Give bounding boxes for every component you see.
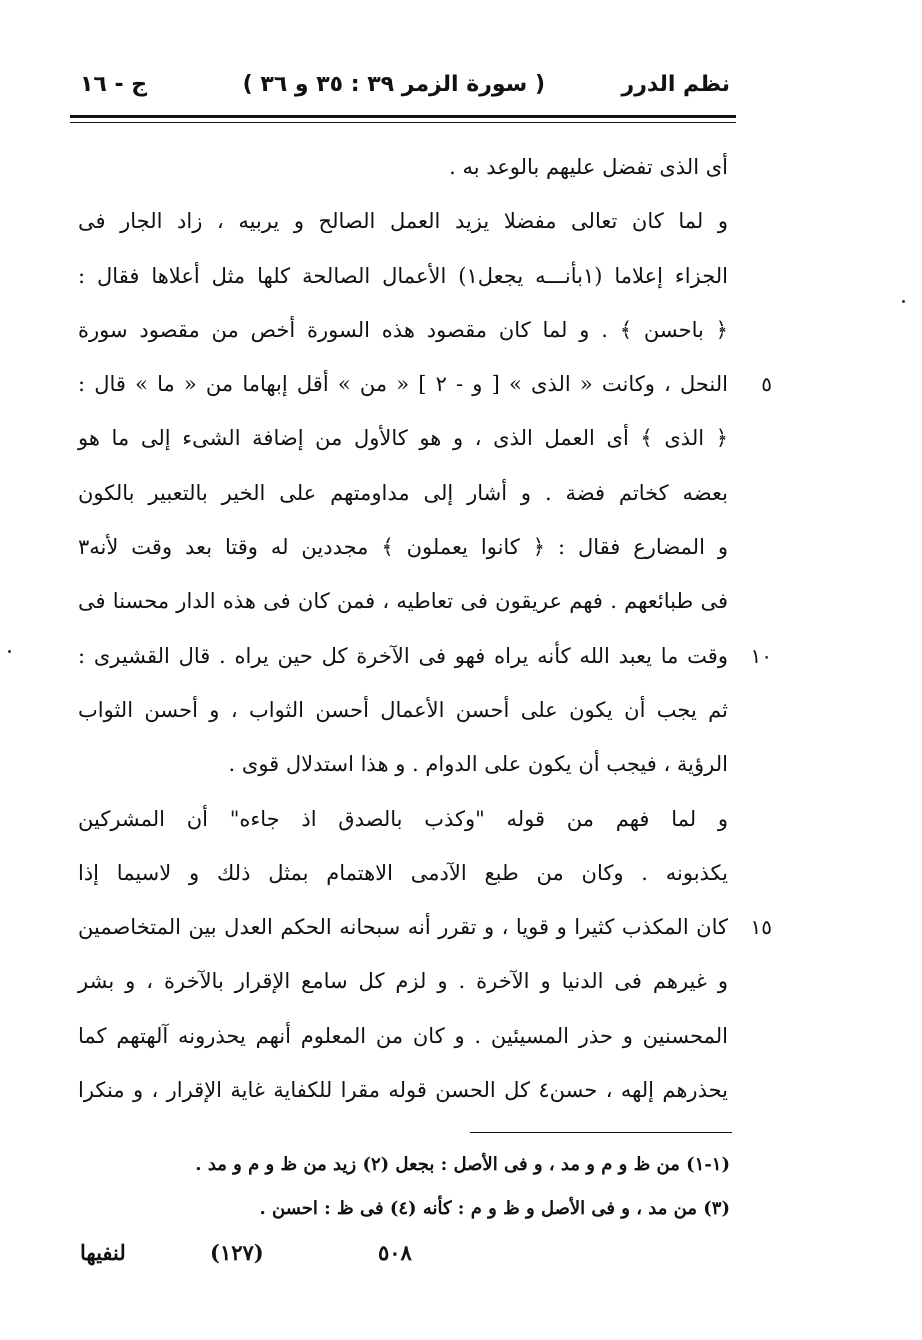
- text-line: [78, 900, 772, 954]
- text-line: [78, 249, 728, 303]
- header-rule-thick: [70, 115, 736, 118]
- page-footer: [80, 1240, 680, 1276]
- line-text: وقت ما يعبد الله كأنه يراه فهو فى الآخرة كل حين يراه . قال القشيرى :: [78, 643, 728, 668]
- text-line: [78, 303, 728, 357]
- running-header: [80, 68, 730, 108]
- text-line: [78, 683, 728, 737]
- book-title: نظم الدرر: [621, 72, 730, 97]
- sheet-number: (١٢٧): [210, 1240, 264, 1265]
- text-line: [78, 954, 728, 1008]
- text-line: [78, 629, 772, 683]
- line-text: كان المكذب كثيرا و قويا ، و تقرر أنه سبحانه الحكم العدل بين المتخاصمين: [78, 915, 728, 940]
- main-text: [78, 140, 772, 1117]
- footnotes: [72, 1143, 730, 1231]
- text-line: [78, 194, 728, 248]
- line-number: ١٥: [750, 915, 772, 940]
- line-number: ١٠: [750, 643, 772, 668]
- text-line: [78, 737, 728, 791]
- text-line: [78, 140, 728, 194]
- text-line: [78, 792, 728, 846]
- footnote-line: (١-١) من ظ و م و مد ، و فى الأصل : بجعل (٢) زيد من ظ و م و مد .: [195, 1154, 730, 1175]
- line-text: و المضارع فقال : ﴿ كانوا يعملون ﴾ مجددين له وقتا بعد وقت لأنه٣: [78, 535, 728, 560]
- text-line: [78, 1063, 728, 1117]
- header-rule-thin: [70, 122, 736, 123]
- line-text: ﴿ الذى ﴾ أى العمل الذى ، و هو كالأول من إضافة الشىء إلى ما هو: [78, 426, 728, 451]
- line-text: الرؤية ، فيجب أن يكون على الدوام . و هذا استدلال قوى .: [228, 752, 728, 777]
- line-text: و لما فهم من قوله "وكذب بالصدق اذ جاءه" أن المشركين: [78, 806, 728, 831]
- surah-reference: ( سورة الزمر ٣٩ : ٣٥ و ٣٦ ): [242, 72, 545, 97]
- line-text: النحل ، وكانت « الذى » [ و - ٢ ] « من » أقل إبهاما من « ما » قال :: [78, 372, 728, 397]
- text-line: [78, 1009, 728, 1063]
- part-number: ج - ١٦: [80, 72, 148, 97]
- line-number: ٥: [761, 372, 772, 397]
- line-text: الجزاء إعلاما (١بأنـــه يجعل١) الأعمال الصالحة كلها مثل أعلاها فقال :: [78, 263, 728, 288]
- page-number: ٥٠٨: [378, 1240, 412, 1265]
- line-text: أى الذى تفضل عليهم بالوعد به .: [449, 155, 728, 179]
- footnote-line: (٣) من مد ، و فى الأصل و ظ و م : كأنه (٤) فى ظ : احسن .: [259, 1198, 730, 1219]
- line-text: ﴿ باحسن ﴾ . و لما كان مقصود هذه السورة أخص من مقصود سورة: [78, 317, 728, 342]
- line-text: ثم يجب أن يكون على أحسن الأعمال أحسن الثواب ، و أحسن الثواب: [78, 697, 728, 722]
- line-text: المحسنين و حذر المسيئين . و كان من المعلوم أنهم يحذرونه آلهتهم كما: [78, 1023, 728, 1048]
- text-line: [78, 846, 728, 900]
- line-text: فى طبائعهم . فهم عريقون فى تعاطيه ، فمن كان فى هذه الدار محسنا فى: [78, 589, 728, 614]
- line-text: يكذبونه . وكان من طبع الآدمى الاهتمام بمثل ذلك و لاسيما إذا: [78, 860, 728, 885]
- text-line: [78, 520, 728, 574]
- catchword: لنفيها: [80, 1240, 126, 1265]
- line-text: يحذرهم إلهه ، حسن٤ كل الحسن قوله مقرا للكفاية غاية الإقرار ، و منكرا: [78, 1078, 728, 1103]
- scan-speck: [902, 300, 905, 303]
- line-text: و غيرهم فى الدنيا و الآخرة . و لزم كل سامع الإقرار بالآخرة ، و بشر: [78, 969, 728, 994]
- text-line: [78, 574, 728, 628]
- scan-speck: [8, 650, 11, 653]
- text-line: [78, 411, 728, 465]
- text-line: [78, 466, 728, 520]
- footnote-separator: [470, 1132, 732, 1133]
- line-text: بعضه كخاتم فضة . و أشار إلى مداومتهم على الخير بالتعبير بالكون: [78, 480, 728, 505]
- text-line: [78, 357, 772, 411]
- line-text: و لما كان تعالى مفضلا يزيد العمل الصالح و يربيه ، زاد الجار فى: [78, 209, 728, 234]
